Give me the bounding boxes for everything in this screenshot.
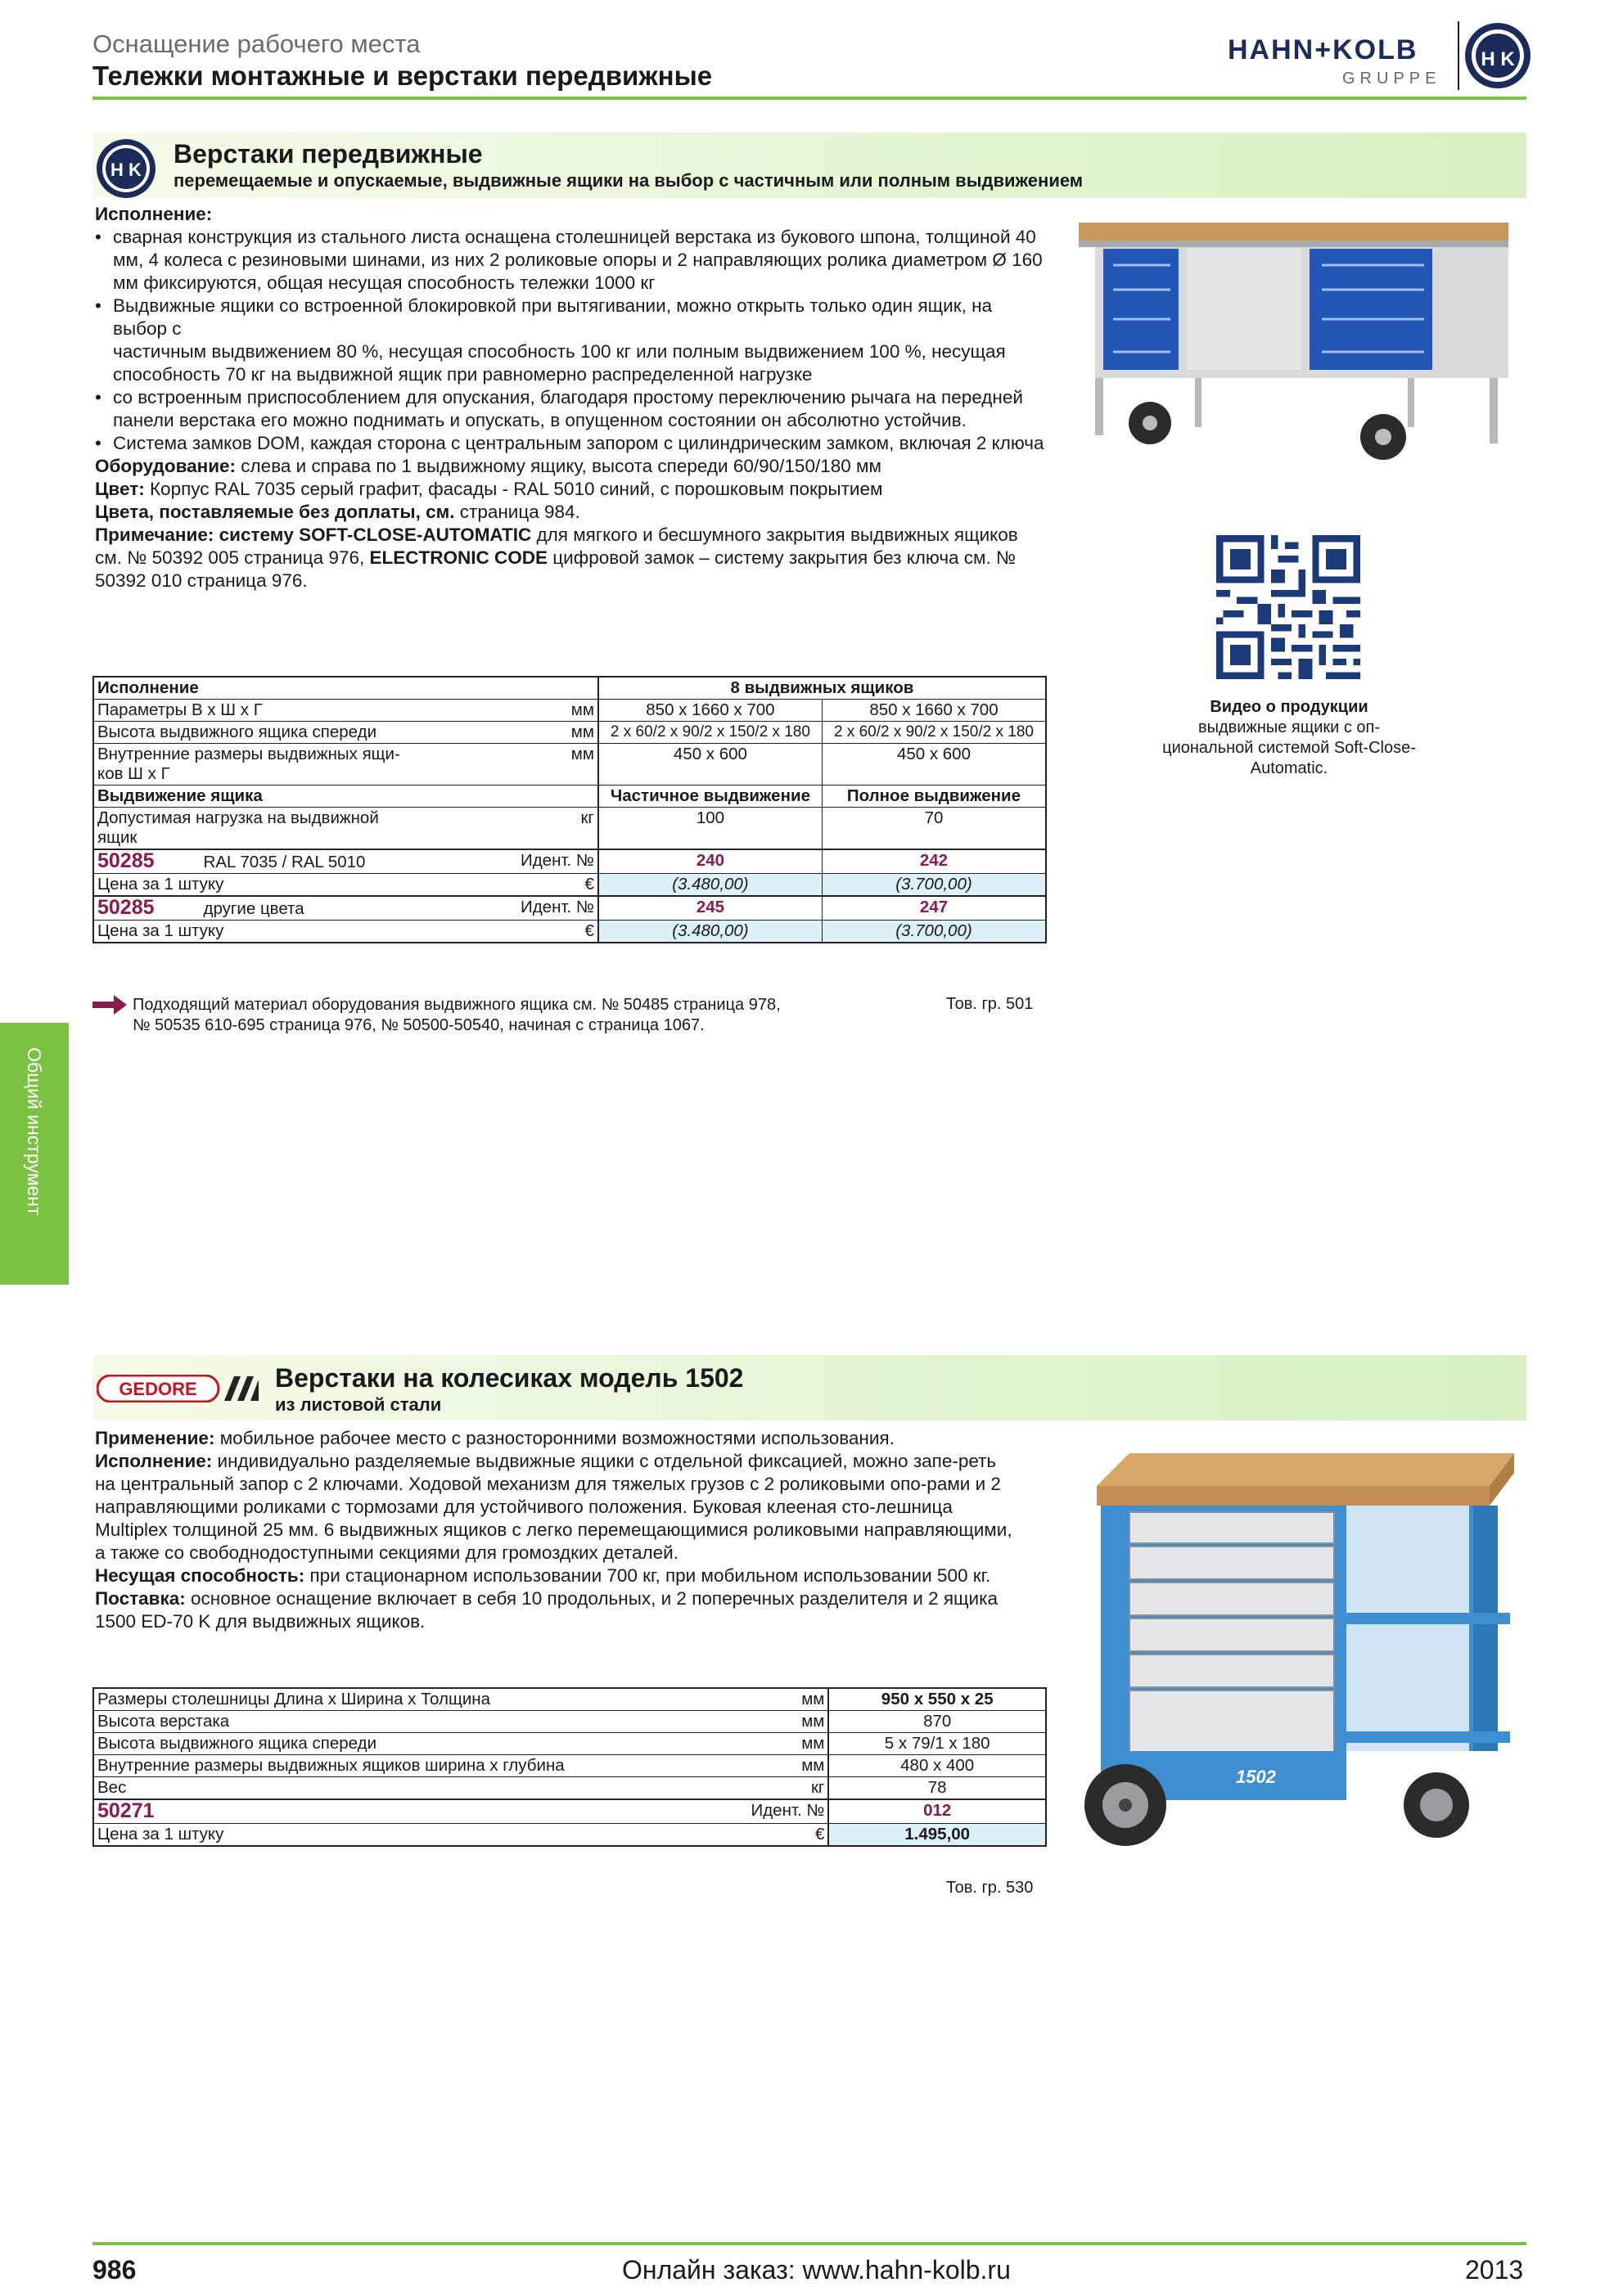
svg-text:GEDORE: GEDORE: [119, 1379, 197, 1399]
page-number: 986: [92, 2255, 137, 2285]
color-label: Цвет:: [95, 479, 145, 499]
workbench-1502-image: [1064, 1437, 1522, 1862]
page-title: Тележки монтажные и верстаки передвижные: [92, 61, 713, 91]
footer-rule: [92, 2242, 1526, 2245]
section2-title: Верстаки на колесиках модель 1502: [275, 1363, 744, 1393]
hk-emblem-icon: [95, 137, 157, 200]
ident-240[interactable]: 240: [598, 849, 823, 874]
bullet-1: • сварная конструкция из стального листа оснащена столешницей верстака из букового шпона, толщиной 40 мм, 4 колеса с резиновыми шинами, из них 2 роликовые опоры и 2 направляющих ролика диаметром Ø 160 мм фиксируются, общая несущая способность тележки 1000 кг: [95, 226, 1044, 295]
qr-code-icon[interactable]: [1216, 535, 1360, 679]
ident-012[interactable]: 012: [923, 1801, 952, 1820]
spec-table-1: Исполнение 8 выдвижных ящиков Параметры В х Ш х Г мм 850 x 1660 x 700 850 x 1660 x 700 Высота выдвижного ящика спереди мм 2 x 60/2 x 90/2 x 150/2 x 180 2 x 60/2 x 90/2 x 150/2 x 180 Внутренние размеры выдвижных ящи-ков Ш х Г мм 450 x 600 450 x 600 Выдвижение ящика Частичное выдвижение Полное выдвижение Допустимая нагрузка на выдвижной ящик кг 100 70 50285 RAL 7035 / RAL 5010 Идент. № 240 242 Цена за 1 штуку € (3.480,00) (3.700,00) 50285 другие цвета Идент. № 245 247 Цена за 1 штуку € (3.480,00) (3.700,00): [92, 676, 1047, 943]
video-text: выдвижные ящики с оп-циональной системой Soft-Close-Automatic.: [1162, 718, 1416, 777]
article-number: 50285: [97, 896, 155, 919]
accessories-ref: Подходящий материал оборудования выдвижного ящика см. № 50485 страница 978, № 50535 610-695 страница 976, № 50500-50540, начиная с страница 1067.: [133, 996, 781, 1034]
catalog-year: 2013: [1465, 2255, 1524, 2285]
header-rule: [92, 97, 1526, 100]
equip-text: слева и справа по 1 выдвижному ящику, высота спереди 60/90/150/180 мм: [236, 456, 881, 476]
article-number: 50271: [97, 1799, 155, 1822]
bullet-2-cont: частичным выдвижением 80 %, несущая способность 100 кг или полным выдвижением 100 %, несущая способность 70 кг на выдвижной ящик при равномерно распределенной нагрузке: [113, 341, 1006, 385]
section1-title: Верстаки передвижные: [174, 139, 483, 169]
color-text: Корпус RAL 7035 серый графит, фасады - RAL 5010 синий, с порошковым покрытием: [144, 479, 883, 499]
online-order-link[interactable]: Онлайн заказ: www.hahn-kolb.ru: [622, 2255, 1011, 2285]
video-title: Видео о продукции: [1210, 698, 1368, 716]
logo-text: HAHN+KOLB: [1228, 34, 1418, 65]
ident-242[interactable]: 242: [919, 851, 949, 870]
note-label: Примечание: системy SOFT-CLOSE-AUTOMATIC: [95, 524, 532, 545]
spec-table-2: Размеры столешницы Длина x Ширина x Толщина мм 950 x 550 x 25 Высота верстака мм 870 Высота выдвижного ящика спереди мм 5 x 79/1 x 180 Внутренние размеры выдвижных ящиков ширина x глубина мм 480 x 400 Вес кг 78 50271 Идент. № 012 Цена за 1 штуку € 1.495,00: [92, 1687, 1047, 1847]
bullet-2: • Выдвижные ящики со встроенной блокировкой при вытягивании, можно открыть только один ящик, на выбор с: [95, 295, 1044, 340]
section2-subtitle: из листовой стали: [275, 1394, 442, 1415]
logo-sub: GRUPPE: [1342, 70, 1441, 88]
video-caption: [1162, 697, 1416, 779]
article-number: 50285: [97, 849, 155, 872]
ident-247[interactable]: 247: [919, 898, 949, 916]
section2-description: Применение: мобильное рабочее место с разносторонними возможностями использования. Исполнение: индивидуально разделяемые выдвижные ящики с отдельной фиксацией, можно запе-реть на центральный запор с 2 ключами. Ходовой механизм для тяжелых грузов с 2 роликовыми опо-рами и 2 направляющими роликами с тормозами для устойчивого положения. Буковая клееная сто-лешница Multiplex толщиной 25 мм. 6 выдвижных ящиков с легко перемещающимися роликовыми направляющими, а также со свободнодоступными секциями для громоздких деталей. Несущая способность: при стационарном использовании 700 кг, при мобильном использовании 500 кг. Поставка: основное оснащение включает в себя 10 продольных, и 2 поперечных разделителя и 2 ящика 1500 ED-70 K для выдвижных ящиков.: [95, 1428, 1012, 1632]
bullet-3: • со встроенным приспособлением для опускания, благодаря простому переключению рычага на передней панели верстака его можно поднимать и опускать, в опущенном состоянии он абсолютно устойчив.: [95, 386, 1044, 432]
bullet-4: • Система замков DOM, каждая сторона с центральным запором с цилиндрическим замком, включая 2 ключа: [95, 432, 1044, 455]
gedore-logo: [97, 1375, 260, 1402]
section1-description: Исполнение: • сварная конструкция из стального листа оснащена столешницей верстака из букового шпона, толщиной 40 мм, 4 колеса с резиновыми шинами, из них 2 роликовые опоры и 2 направляющих ролика диаметром Ø 160 мм фиксируются, общая несущая способность тележки 1000 кг • Выдвижные ящики со встроенной блокировкой при вытягивании, можно открыть только один ящик, на выбор с частичным выдвижением 80 %, несущая способность 100 кг или полным выдвижением 100 %, несущая способность 70 кг на выдвижной ящик при равномерно распределенной нагрузке • со встроенным приспособлением для опускания, благодаря простому переключению рычага на передней панели верстака его можно поднимать и опускать, в опущенном состоянии он абсолютно устойчив. • Система замков DOM, каждая сторона с центральным запором с цилиндрическим замком, включая 2 ключа Оборудование: слева и справа по 1 выдвижному ящику, высота спереди 60/90/150/180 мм Цвет: Корпус RAL 7035 серый графит, фасады - RAL 5010 синий, с порошковым покрытием Цвета, поставляемые без доплаты, см. страница 984. Примечание: системy SOFT-CLOSE-AUTOMATIC для мягкого и бесшумного закрытия выдвижных ящиков см. № 50392 005 страница 976, ELECTRONIC CODE цифровой замок – систему закрытия без ключа см. № 50392 010 страница 976.: [95, 203, 1044, 592]
mobile-workbench-image: [1064, 214, 1526, 468]
arrow-right-icon: [92, 995, 127, 1015]
hahn-kolb-logo: [1228, 20, 1531, 93]
header-category: Оснащение рабочего места: [92, 29, 421, 58]
ident-245[interactable]: 245: [598, 896, 823, 921]
product-group-501: Тов. гр. 501: [946, 995, 1034, 1013]
free-colors-text: страница 984.: [454, 502, 580, 522]
side-tab[interactable]: Общий инструмент: [0, 1023, 69, 1285]
free-colors-label: Цвета, поставляемые без доплаты, см.: [95, 502, 455, 522]
logo-emblem-text: H K: [1481, 48, 1515, 70]
exec-heading: Исполнение:: [95, 204, 213, 224]
equip-label: Оборудование:: [95, 456, 237, 476]
svg-text:1502: 1502: [1236, 1767, 1276, 1787]
section1-subtitle: перемещаемые и опускаемые, выдвижные ящики на выбор с частичным или полным выдвижением: [174, 170, 1084, 191]
product-group-530: Тов. гр. 530: [946, 1879, 1034, 1897]
svg-text:H K: H K: [110, 160, 142, 180]
